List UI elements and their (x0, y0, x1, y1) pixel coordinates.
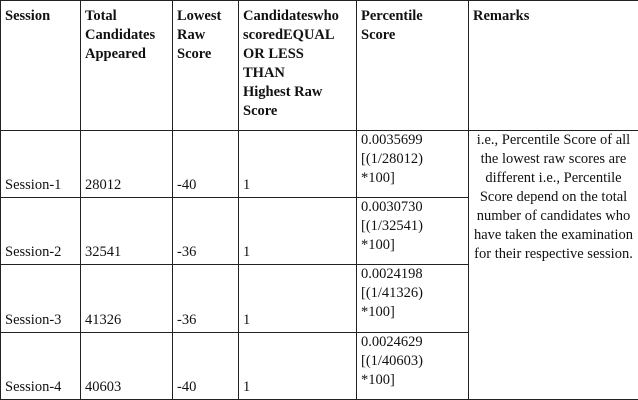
header-candidates-line: Candidateswho (243, 8, 339, 24)
header-lowest-line: Raw (177, 27, 206, 43)
percentile-cell (357, 197, 469, 264)
session-cell: Session-2 (1, 197, 81, 264)
lowest-cell: -36 (173, 265, 239, 332)
percentile-formula: [(1/41326) (361, 285, 424, 302)
lowest-cell: -40 (173, 130, 239, 197)
header-session: Session (1, 1, 81, 131)
header-percentile-line: Percentile (361, 8, 423, 24)
header-candidates-line: Highest Raw (243, 84, 323, 100)
header-candidates-line: OR LESS (243, 46, 304, 62)
lowest-cell: -36 (173, 197, 239, 264)
header-total-line: Appeared (85, 46, 146, 62)
total-cell: 40603 (81, 332, 173, 399)
percentile-formula: *100] (361, 371, 395, 388)
percentile-formula: [(1/28012) (361, 150, 424, 167)
header-remarks: Remarks (469, 1, 638, 131)
session-cell: Session-1 (1, 130, 81, 197)
table-row (1, 130, 638, 197)
count-cell: 1 (239, 197, 357, 264)
header-percentile-score (357, 1, 469, 131)
header-candidates-line: Score (243, 103, 278, 119)
header-candidates-line: THAN (243, 65, 285, 81)
header-total-candidates (81, 1, 173, 131)
header-row (1, 1, 638, 131)
lowest-cell: -40 (173, 332, 239, 399)
total-cell: 41326 (81, 265, 173, 332)
header-lowest-line: Lowest (177, 8, 222, 24)
header-candidates-equal-or-less (239, 1, 357, 131)
percentile-cell (357, 332, 469, 399)
percentile-formula: [(1/40603) (361, 352, 424, 369)
session-cell: Session-4 (1, 332, 81, 399)
header-total-line: Total (85, 8, 117, 24)
percentile-value: 0.0024629 (361, 333, 423, 350)
header-percentile-line: Score (361, 27, 396, 43)
count-cell: 1 (239, 332, 357, 399)
percentile-formula: [(1/32541) (361, 217, 424, 234)
header-candidates-line: scoredEQUAL (243, 27, 335, 43)
count-cell: 1 (239, 130, 357, 197)
session-cell: Session-3 (1, 265, 81, 332)
percentile-formula: *100] (361, 236, 395, 253)
total-cell: 28012 (81, 130, 173, 197)
count-cell: 1 (239, 265, 357, 332)
remarks-cell: i.e., Percentile Score of all the lowest raw scores are different i.e., Percentile Score depend on the total number of candidates who have taken the examination for their respective session. (469, 130, 638, 399)
percentile-formula: *100] (361, 169, 395, 186)
percentile-value: 0.0024198 (361, 266, 423, 283)
percentile-cell (357, 265, 469, 332)
percentile-formula: *100] (361, 304, 395, 321)
total-cell: 32541 (81, 197, 173, 264)
percentile-cell (357, 130, 469, 197)
header-total-line: Candidates (85, 27, 156, 43)
header-lowest-raw-score (173, 1, 239, 131)
header-lowest-line: Score (177, 46, 212, 62)
percentile-value: 0.0035699 (361, 131, 423, 148)
percentile-value: 0.0030730 (361, 198, 423, 215)
